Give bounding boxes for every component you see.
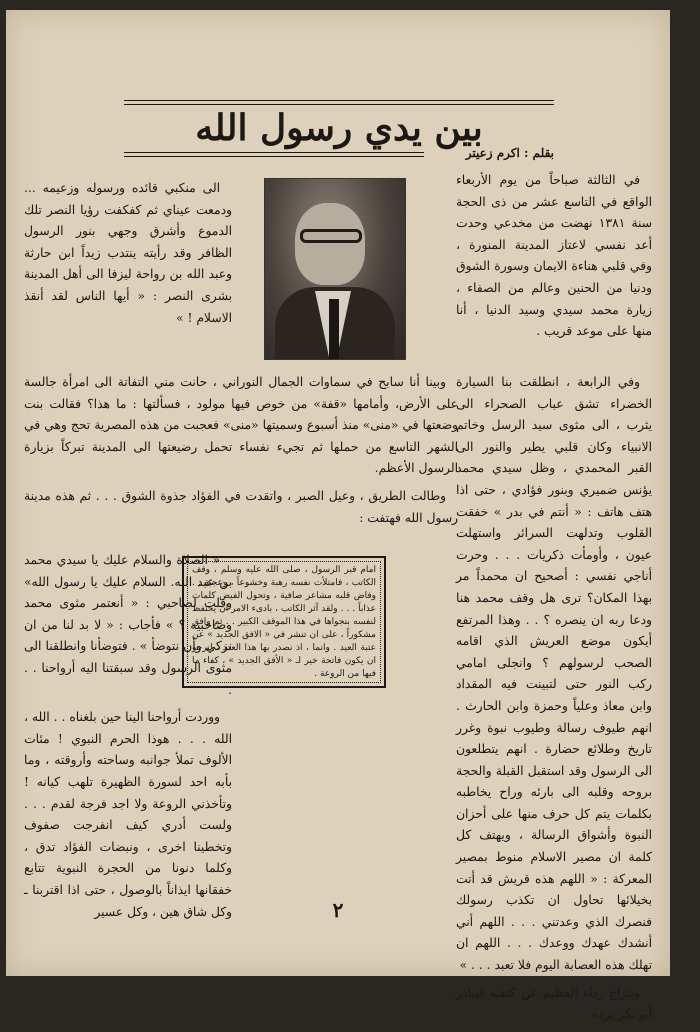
column-right-top	[456, 170, 652, 349]
top-rule	[124, 100, 554, 101]
author-byline: بقلم : اكرم زعيتر	[465, 146, 554, 160]
paragraph: ويتزاح رداء العظيم عن كتفيه فيبادر أبو بكر يرده	[456, 985, 652, 1022]
editor-note-box: امام قبر الرسول ، صلى الله عليه وسلم ، وقف الكاتب ، فامتلأت نفسه رهبة وخشوعاً ، وعجبة . . وفاض قلبه مشاعر صافية ، وتحول الفيض كلمات عذاباً . . . ولقد آثر الكاتب ، بادىء الامر ان يحتفظ لنفسه بنجواها في هذا الموقف الكبير . . ثم وافق مشكوراً ، على ان تنشر في « الافق الجديد » عن عتبة العيد . وانما ، اذ نصدر بها هذا العدد ، لنرجو ان يكون فاتحة خير لـ « الأفق الجديد » ، كفاء ما فيها من الروعة .	[182, 556, 386, 688]
column-middle-strip	[24, 372, 458, 535]
bottom-rule-double	[124, 156, 424, 157]
article-header	[124, 100, 554, 170]
portrait-tie	[329, 299, 339, 359]
paragraph: وبينا أنا سابح في سماوات الجمال النوراني ، حانت مني التفاتة الى امرأة جالسة على الأرض، وأمامها «قفة» من خوص فيها مولود ، فسألتها : ما هذا؟ فقالت بنت وضعتها في «منى» منذ أسبوع وسميتها «منى» فعجبت من هذه المصرية تحج وهي في الشهر التاسع من حملها ثم تجيء نفساء تحمل رضيعتها الى المدينة تبركاً بزيارة الرسول الأعظم.	[24, 375, 458, 476]
paragraph: الى منكبي قائده ورسوله وزعيمه ... ودمعت عيناي ثم كفكفت رؤيا النصر تلك الدموع وأشرق وجهي بنور الرسول الظافر وقد رأيته ينتدب زيداً ابن حارثة وعبد الله بن رواحة ليزفا الى أهل المدينة بشرى النصر : « أيها الناس لقد أنقذ الاسلام ! »	[24, 181, 232, 325]
paragraph: في الثالثة صباحاً من يوم الأربعاء الواقع في التاسع عشر من ذى الحجة سنة ١٣٨١ نهضت من مخدعي وحدت أعد نفسي لاعتاز المدينة المنورة ، وفي قلبي هناءة الايمان وسورة الشوق ودنيا من الحنين وعالم من الصفاء ، زيارة محمد سيدي وسيد الدنيا ، أنا منها على موعد قريب .	[456, 173, 652, 339]
paragraph: ووردت أرواحنا الينا حين بلغناه . . الله ، الله . . . هوذا الحرم النبوي ! مئات الألوف تملأ جوانبه وساحته وأروقته ، وما بأبه احد لسورة الظهيرة تلهب كيانه ! وتأخذني الروعة ولا اجد فرجة لقدم . . . ولست أدري كيف انفرجت صفوف وتخطينا اخرى ، ونبضات الفؤاد تدق ، وكلما دنونا من الحجرة النبوية تتابع خفقانها ايذاناً بالوصول ، حتى اذا اقتربنا ـ وكل شاق هين ، وكل عسير	[24, 710, 232, 919]
bottom-rule	[124, 152, 424, 153]
magazine-page	[6, 10, 670, 1022]
column-left-bottom	[24, 550, 232, 929]
author-portrait	[264, 178, 406, 360]
page-number: ٢	[332, 898, 344, 922]
portrait-face	[295, 203, 365, 285]
paragraph: وطالت الطريق ، وعيل الصبر ، واتقدت في الفؤاد جذوة الشوق . . . ثم هذه مدينة رسول الله فهتفت :	[24, 488, 458, 525]
portrait-glasses	[300, 229, 362, 243]
paragraph: « الصلاة والسلام عليك يا سيدي محمد بن عبد الله. السلام عليك يا رسول الله» وقلت لصاحبي : « أنعتمر مثوى محمد وصاحبيه ؟ » فأجاب : « لا بد لنا من ان نزكي وأن نتوضأ » . فتوضأنا وانطلقنا الى مثوى الرسول وقد سبقتنا اليه أرواحنا . . .	[24, 553, 232, 697]
column-left-top	[24, 178, 232, 335]
article-title: بين يدي رسول الله	[195, 107, 483, 149]
top-rule-double	[124, 104, 554, 105]
column-right-bottom	[456, 372, 652, 1032]
paragraph: وفي الرابعة ، انطلقت بنا السيارة الخضراء تشق عباب الصحراء الى يثرب ، الى مثوى سيد الرسل وخاتم الانبياء وكان قلبي يطير والنور الى القبر المحمدي ، وظل سيدي محمد يؤنس ضميري وبنور فؤادي ، حتى اذا هتف هاتف : « أنتم في بدر » خفقت القلوب وتدلهت السرائر واستهلت عيون ، وأومأت ذكريات . . . وحرت أناجي نفسي : أصحيح ان محمداً مر بهذا المكان؟ ترى هل وقف محمد هنا ودعا ربه ان ينصره ؟ . . وهذا المرتفع أيكون موضع العريش الذي اقامه الصحب لرسولهم ؟ وانجلى امامي ركب النور حتى لتبينت فيه المقداد وابن معاذ وعلياً وحمزة وابن الحارث . انهم طيوف رسالة وطيوب نبوة وغرر تاريخ وطلائع حضارة . انهم يتطلعون الى الرسول وقد استقبل القبلة والحجة بروحه وقلبه الى بارئه وراح يخاطبه بكلمات يتم كل حرف منها على أحزان النبوة وأشواق الرسالة ، ويهتف كل كلمة ان مصير الاسلام منوط بمصير المعركة : « اللهم هذه قريش قد أتت بخيلائها تحاول ان تكذب رسولك فنصرك الذي وعدتني . . . اللهم أني أنشدك عهدك ووعدك . . . اللهم ان تهلك هذه العصابة اليوم فلا تعبد . . . »	[456, 375, 652, 973]
